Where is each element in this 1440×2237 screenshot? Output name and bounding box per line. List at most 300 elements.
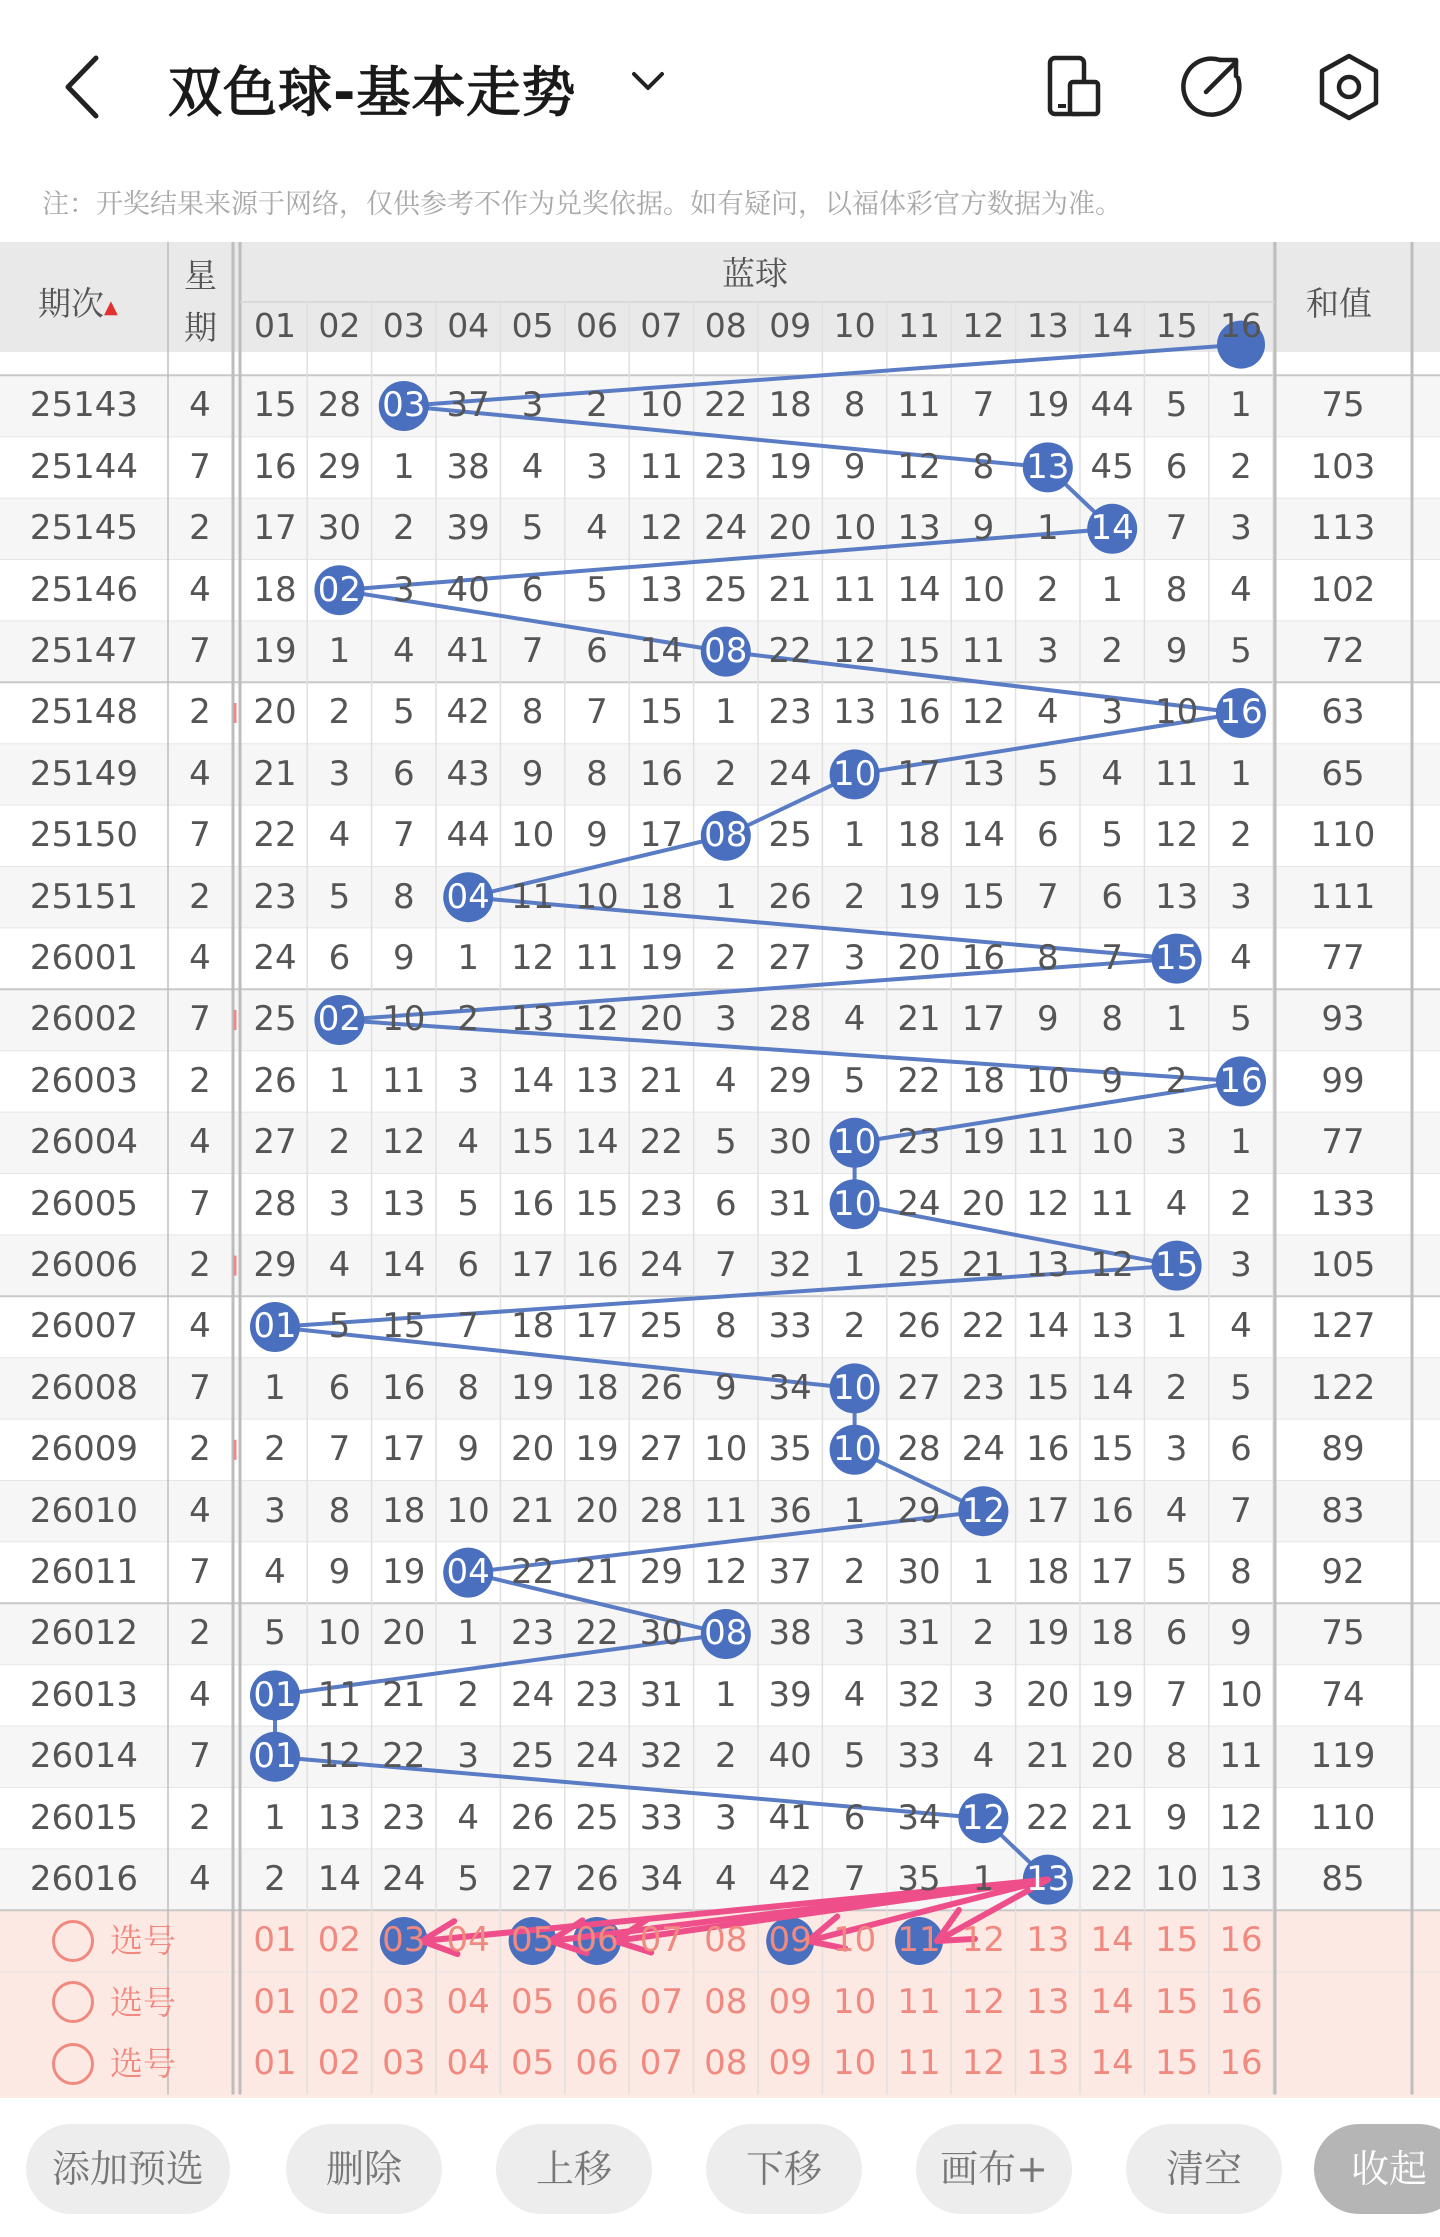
miss-count: 18: [639, 876, 684, 917]
miss-count: 6: [843, 1797, 866, 1838]
period-cell: 26005: [29, 1183, 139, 1224]
select-number[interactable]: 02: [317, 2043, 362, 2084]
miss-count: 9: [1036, 999, 1059, 1040]
miss-count: 28: [253, 1183, 297, 1224]
miss-count: 44: [1090, 385, 1134, 426]
miss-count: 12: [704, 1551, 748, 1592]
miss-count: 29: [639, 1551, 684, 1592]
select-number[interactable]: 01: [253, 2043, 297, 2084]
miss-count: 25: [897, 1244, 941, 1285]
select-number[interactable]: 14: [1090, 2043, 1134, 2084]
miss-count: 11: [1090, 1183, 1134, 1224]
miss-count: 16: [1090, 1490, 1134, 1531]
select-radio[interactable]: [52, 2043, 94, 2085]
miss-count: 26: [639, 1367, 684, 1408]
miss-count: 2: [264, 1429, 286, 1470]
miss-count: 1: [1230, 385, 1252, 426]
miss-count: 14: [1090, 1367, 1134, 1408]
miss-count: 24: [639, 1244, 684, 1285]
miss-count: 15: [382, 1306, 426, 1347]
miss-count: 8: [1165, 1736, 1188, 1777]
miss-count: 11: [382, 1060, 426, 1101]
col-number-header: 16: [1220, 306, 1262, 345]
select-number[interactable]: 05: [510, 1920, 555, 1961]
miss-count: 19: [1090, 1674, 1134, 1715]
select-number[interactable]: 16: [1219, 1920, 1263, 1961]
miss-count: 7: [714, 1244, 737, 1285]
miss-count: 26: [768, 876, 812, 917]
select-number[interactable]: 10: [832, 2043, 877, 2084]
miss-count: 38: [768, 1613, 812, 1654]
select-number[interactable]: 12: [961, 1981, 1006, 2022]
miss-count: 1: [1036, 508, 1059, 549]
miss-count: 11: [575, 937, 619, 978]
miss-count: 1: [328, 1060, 351, 1101]
hit-number: 08: [704, 630, 748, 671]
delete-button[interactable]: 删除: [286, 2124, 442, 2214]
miss-count: 9: [328, 1551, 351, 1592]
miss-count: 8: [1101, 999, 1123, 1040]
sum-cell: 110: [1310, 815, 1376, 856]
sum-cell: 63: [1321, 692, 1365, 733]
miss-count: 9: [843, 446, 866, 487]
weekday-cell: 4: [189, 1306, 211, 1347]
miss-count: 7: [521, 630, 544, 671]
weekday-cell: 4: [189, 1858, 211, 1899]
period-cell: 25147: [29, 630, 139, 671]
select-number[interactable]: 08: [704, 2043, 748, 2084]
settings-icon[interactable]: [1314, 52, 1384, 122]
select-label[interactable]: 选号: [110, 2044, 176, 2084]
col-number-header: 05: [511, 306, 554, 345]
miss-count: 2: [1230, 1183, 1252, 1224]
miss-count: 15: [575, 1183, 619, 1224]
weekday-cell: 4: [189, 753, 211, 794]
miss-count: 28: [897, 1429, 941, 1470]
miss-count: 6: [714, 1183, 737, 1224]
miss-count: 16: [639, 753, 684, 794]
select-number[interactable]: 10: [832, 1920, 877, 1961]
select-number[interactable]: 09: [768, 1920, 812, 1961]
miss-count: 16: [897, 692, 941, 733]
miss-count: 6: [1101, 876, 1123, 917]
collapse-button[interactable]: 收起: [1314, 2124, 1440, 2214]
select-number[interactable]: 05: [510, 1981, 555, 2022]
miss-count: 17: [1090, 1551, 1134, 1592]
miss-count: 3: [1230, 1244, 1252, 1285]
period-cell: 26001: [29, 937, 139, 978]
miss-count: 2: [1165, 1367, 1188, 1408]
miss-count: 1: [843, 1244, 866, 1285]
miss-count: 1: [264, 1367, 286, 1408]
miss-count: 27: [510, 1858, 555, 1899]
miss-count: 1: [843, 1490, 866, 1531]
miss-count: 11: [317, 1674, 362, 1715]
select-number[interactable]: 03: [382, 1981, 426, 2022]
miss-count: 28: [768, 999, 812, 1040]
select-number[interactable]: 12: [961, 1920, 1006, 1961]
weekday-cell: 2: [189, 1244, 211, 1285]
select-number[interactable]: 06: [575, 1981, 619, 2022]
miss-count: 12: [832, 630, 877, 671]
select-number[interactable]: 02: [317, 1981, 362, 2022]
col-period-header[interactable]: 期次▲: [38, 284, 118, 323]
miss-count: 24: [382, 1858, 426, 1899]
select-number[interactable]: 09: [768, 2043, 812, 2084]
miss-count: 1: [714, 1674, 737, 1715]
miss-count: 15: [639, 692, 684, 733]
miss-count: 22: [510, 1551, 555, 1592]
miss-count: 1: [1230, 1122, 1252, 1163]
miss-count: 5: [1230, 630, 1252, 671]
select-number[interactable]: 13: [1026, 1920, 1070, 1961]
hit-number: 10: [832, 1122, 877, 1163]
miss-count: 20: [1026, 1674, 1070, 1715]
miss-count: 9: [392, 937, 415, 978]
canvas-plus-button[interactable]: 画布+: [916, 2124, 1072, 2214]
miss-count: 12: [1154, 815, 1199, 856]
miss-count: 43: [446, 753, 490, 794]
miss-count: 19: [253, 630, 297, 671]
miss-count: 44: [446, 815, 490, 856]
col-number-header: 11: [898, 306, 940, 345]
move-down-button[interactable]: 下移: [706, 2124, 862, 2214]
miss-count: 10: [1154, 1858, 1199, 1899]
miss-count: 37: [768, 1551, 812, 1592]
period-cell: 25148: [29, 692, 139, 733]
miss-count: 11: [704, 1490, 748, 1531]
miss-count: 19: [897, 876, 941, 917]
miss-count: 9: [457, 1429, 479, 1470]
miss-count: 7: [586, 692, 608, 733]
phone-layout-icon[interactable]: [1040, 52, 1110, 122]
period-cell: 26012: [29, 1613, 139, 1654]
miss-count: 32: [768, 1244, 812, 1285]
miss-count: 9: [1230, 1613, 1252, 1654]
miss-count: 2: [843, 1551, 866, 1592]
miss-count: 4: [843, 1674, 866, 1715]
miss-count: 12: [1090, 1244, 1134, 1285]
hit-number: 13: [1026, 446, 1070, 487]
hit-number: 10: [832, 753, 877, 794]
hit-number: 12: [961, 1797, 1006, 1838]
select-number[interactable]: 02: [317, 1920, 362, 1961]
miss-count: 13: [1090, 1306, 1134, 1347]
miss-count: 11: [832, 569, 877, 610]
select-number[interactable]: 06: [575, 1920, 619, 1961]
select-label[interactable]: 选号: [110, 1921, 176, 1961]
miss-count: 23: [510, 1613, 555, 1654]
miss-count: 10: [1219, 1674, 1263, 1715]
miss-count: 18: [575, 1367, 619, 1408]
miss-count: 12: [510, 937, 555, 978]
hit-number: 08: [704, 815, 748, 856]
miss-count: 5: [328, 1306, 351, 1347]
miss-count: 24: [897, 1183, 941, 1224]
miss-count: 1: [972, 1858, 995, 1899]
miss-count: 16: [961, 937, 1006, 978]
miss-count: 3: [843, 937, 866, 978]
miss-count: 20: [897, 937, 941, 978]
miss-count: 1: [457, 1613, 479, 1654]
miss-count: 5: [1230, 999, 1252, 1040]
miss-count: 4: [972, 1736, 995, 1777]
miss-count: 18: [253, 569, 297, 610]
miss-count: 8: [392, 876, 415, 917]
period-cell: 26016: [29, 1858, 139, 1899]
select-number[interactable]: 06: [575, 2043, 619, 2084]
sum-cell: 72: [1321, 630, 1365, 671]
sum-cell: 99: [1321, 1060, 1365, 1101]
miss-count: 3: [1101, 692, 1123, 733]
move-up-button[interactable]: 上移: [496, 2124, 652, 2214]
miss-count: 28: [317, 385, 362, 426]
miss-count: 8: [1036, 937, 1059, 978]
select-number[interactable]: 15: [1154, 1920, 1199, 1961]
select-number[interactable]: 08: [704, 1981, 748, 2022]
miss-count: 22: [704, 385, 748, 426]
miss-count: 3: [457, 1060, 479, 1101]
hit-number: 01: [253, 1674, 297, 1715]
select-number[interactable]: 05: [510, 2043, 555, 2084]
miss-count: 19: [1026, 385, 1070, 426]
miss-count: 45: [1090, 446, 1134, 487]
miss-count: 30: [639, 1613, 684, 1654]
col-number-header: 06: [576, 306, 618, 345]
miss-count: 2: [1036, 569, 1059, 610]
col-number-header: 15: [1155, 306, 1198, 345]
sort-icon[interactable]: ▲: [104, 297, 118, 318]
hit-number: 15: [1154, 937, 1199, 978]
miss-count: 2: [1101, 630, 1123, 671]
miss-count: 10: [639, 385, 684, 426]
miss-count: 41: [446, 630, 490, 671]
miss-count: 18: [897, 815, 941, 856]
miss-count: 16: [1026, 1429, 1070, 1470]
miss-count: 23: [253, 876, 297, 917]
select-number[interactable]: 11: [897, 1981, 941, 2022]
select-number[interactable]: 14: [1090, 1981, 1134, 2022]
miss-count: 24: [510, 1674, 555, 1715]
sum-cell: 110: [1310, 1797, 1376, 1838]
miss-count: 17: [575, 1306, 619, 1347]
miss-count: 4: [1101, 753, 1123, 794]
weekday-cell: 2: [189, 692, 211, 733]
select-number[interactable]: 08: [704, 1920, 748, 1961]
share-icon[interactable]: [1176, 52, 1246, 122]
miss-count: 3: [328, 753, 351, 794]
miss-count: 42: [768, 1858, 812, 1899]
miss-count: 30: [897, 1551, 941, 1592]
miss-count: 19: [768, 446, 812, 487]
miss-count: 30: [317, 508, 362, 549]
miss-count: 14: [510, 1060, 555, 1101]
page-title[interactable]: 双色球-基本走势: [168, 61, 577, 124]
miss-count: 8: [1230, 1551, 1252, 1592]
miss-count: 2: [1165, 1060, 1188, 1101]
miss-count: 13: [897, 508, 941, 549]
disclaimer-note: 注：开奖结果来源于网络，仅供参考不作为兑奖依据。如有疑问，以福体彩官方数据为准。: [42, 189, 1122, 220]
miss-count: 24: [253, 937, 297, 978]
hit-number: 10: [832, 1367, 877, 1408]
miss-count: 3: [1230, 876, 1252, 917]
miss-count: 2: [714, 937, 737, 978]
miss-count: 6: [392, 753, 415, 794]
sum-cell: 92: [1321, 1551, 1365, 1592]
select-number[interactable]: 16: [1219, 2043, 1263, 2084]
miss-count: 35: [768, 1429, 812, 1470]
period-cell: 25150: [29, 815, 139, 856]
miss-count: 25: [510, 1736, 555, 1777]
select-number[interactable]: 07: [639, 2043, 684, 2084]
sum-cell: 89: [1321, 1429, 1365, 1470]
miss-count: 10: [832, 508, 877, 549]
miss-count: 12: [1026, 1183, 1070, 1224]
miss-count: 1: [1230, 753, 1252, 794]
period-cell: 26010: [29, 1490, 139, 1531]
miss-count: 5: [457, 1183, 479, 1224]
sum-cell: 111: [1310, 876, 1376, 917]
sum-cell: 75: [1321, 1613, 1365, 1654]
miss-count: 1: [328, 630, 351, 671]
weekday-cell: 4: [189, 385, 211, 426]
miss-count: 2: [843, 876, 866, 917]
select-number[interactable]: 03: [382, 2043, 426, 2084]
select-number[interactable]: 01: [253, 1981, 297, 2022]
miss-count: 5: [457, 1858, 479, 1899]
miss-count: 1: [843, 815, 866, 856]
miss-count: 13: [382, 1183, 426, 1224]
miss-count: 17: [253, 508, 297, 549]
select-number[interactable]: 07: [639, 1981, 684, 2022]
select-number[interactable]: 11: [897, 1920, 941, 1961]
miss-count: 8: [843, 385, 866, 426]
miss-count: 13: [832, 692, 877, 733]
select-number[interactable]: 04: [446, 2043, 490, 2084]
miss-count: 4: [714, 1858, 737, 1899]
sum-cell: 75: [1321, 385, 1365, 426]
miss-count: 19: [382, 1551, 426, 1592]
miss-count: 10: [382, 999, 426, 1040]
sum-cell: 103: [1310, 446, 1376, 487]
miss-count: 7: [1165, 1674, 1188, 1715]
select-number[interactable]: 13: [1026, 1981, 1070, 2022]
miss-count: 33: [639, 1797, 684, 1838]
hit-number: 14: [1090, 508, 1134, 549]
weekday-cell: 4: [189, 1490, 211, 1531]
miss-count: 13: [1026, 1244, 1070, 1285]
miss-count: 15: [897, 630, 941, 671]
miss-count: 33: [897, 1736, 941, 1777]
select-number[interactable]: 14: [1090, 1920, 1134, 1961]
miss-count: 6: [1230, 1429, 1252, 1470]
add-preselect-button[interactable]: 添加预选: [26, 2124, 230, 2214]
miss-count: 19: [961, 1122, 1006, 1163]
miss-count: 4: [1230, 1306, 1252, 1347]
miss-count: 9: [714, 1367, 737, 1408]
miss-count: 7: [843, 1858, 866, 1899]
clear-button[interactable]: 清空: [1126, 2124, 1282, 2214]
select-number[interactable]: 13: [1026, 2043, 1070, 2084]
select-number[interactable]: 04: [446, 1920, 490, 1961]
sum-cell: 119: [1310, 1736, 1376, 1777]
miss-count: 5: [392, 692, 415, 733]
select-number[interactable]: 04: [446, 1981, 490, 2022]
miss-count: 29: [253, 1244, 297, 1285]
weekday-cell: 2: [189, 1797, 211, 1838]
miss-count: 14: [639, 630, 684, 671]
select-number[interactable]: 01: [253, 1920, 297, 1961]
miss-count: 7: [1036, 876, 1059, 917]
chevron-down-icon[interactable]: [628, 60, 668, 100]
miss-count: 25: [639, 1306, 684, 1347]
select-number[interactable]: 15: [1154, 2043, 1199, 2084]
back-icon[interactable]: [60, 52, 104, 122]
miss-count: 7: [1230, 1490, 1252, 1531]
miss-count: 4: [264, 1551, 286, 1592]
miss-count: 3: [328, 1183, 351, 1224]
miss-count: 40: [768, 1736, 812, 1777]
hit-number: 01: [253, 1306, 297, 1347]
miss-count: 34: [897, 1797, 941, 1838]
miss-count: 10: [510, 815, 555, 856]
miss-count: 25: [768, 815, 812, 856]
hit-number: 08: [704, 1613, 748, 1654]
miss-count: 15: [253, 385, 297, 426]
select-number[interactable]: 16: [1219, 1981, 1263, 2022]
miss-count: 20: [510, 1429, 555, 1470]
select-number[interactable]: 11: [897, 2043, 941, 2084]
select-label[interactable]: 选号: [110, 1982, 176, 2022]
miss-count: 39: [768, 1674, 812, 1715]
miss-count: 21: [897, 999, 941, 1040]
miss-count: 5: [521, 508, 544, 549]
hit-number: 04: [446, 876, 490, 917]
select-number[interactable]: 03: [382, 1920, 426, 1961]
miss-count: 7: [972, 385, 995, 426]
miss-count: 16: [382, 1367, 426, 1408]
miss-count: 9: [586, 815, 608, 856]
miss-count: 3: [843, 1613, 866, 1654]
miss-count: 3: [586, 446, 608, 487]
select-number[interactable]: 12: [961, 2043, 1006, 2084]
sum-cell: 83: [1321, 1490, 1365, 1531]
select-number[interactable]: 10: [832, 1981, 877, 2022]
miss-count: 19: [575, 1429, 619, 1470]
select-number[interactable]: 15: [1154, 1981, 1199, 2022]
miss-count: 2: [328, 1122, 351, 1163]
miss-count: 19: [1026, 1613, 1070, 1654]
miss-count: 4: [1165, 1183, 1188, 1224]
miss-count: 10: [1154, 692, 1199, 733]
miss-count: 16: [510, 1183, 555, 1224]
select-radio[interactable]: [52, 1920, 94, 1962]
miss-count: 3: [1230, 508, 1252, 549]
miss-count: 5: [843, 1060, 866, 1101]
period-cell: 26008: [29, 1367, 139, 1408]
weekday-cell: 2: [189, 1060, 211, 1101]
miss-count: 22: [382, 1736, 426, 1777]
miss-count: 32: [897, 1674, 941, 1715]
miss-count: 5: [714, 1122, 737, 1163]
miss-count: 23: [639, 1183, 684, 1224]
period-cell: 26013: [29, 1674, 139, 1715]
period-cell: 25144: [29, 446, 139, 487]
miss-count: 3: [714, 1797, 737, 1838]
select-number[interactable]: 07: [639, 1920, 684, 1961]
miss-count: 4: [714, 1060, 737, 1101]
select-number[interactable]: 09: [768, 1981, 812, 2022]
